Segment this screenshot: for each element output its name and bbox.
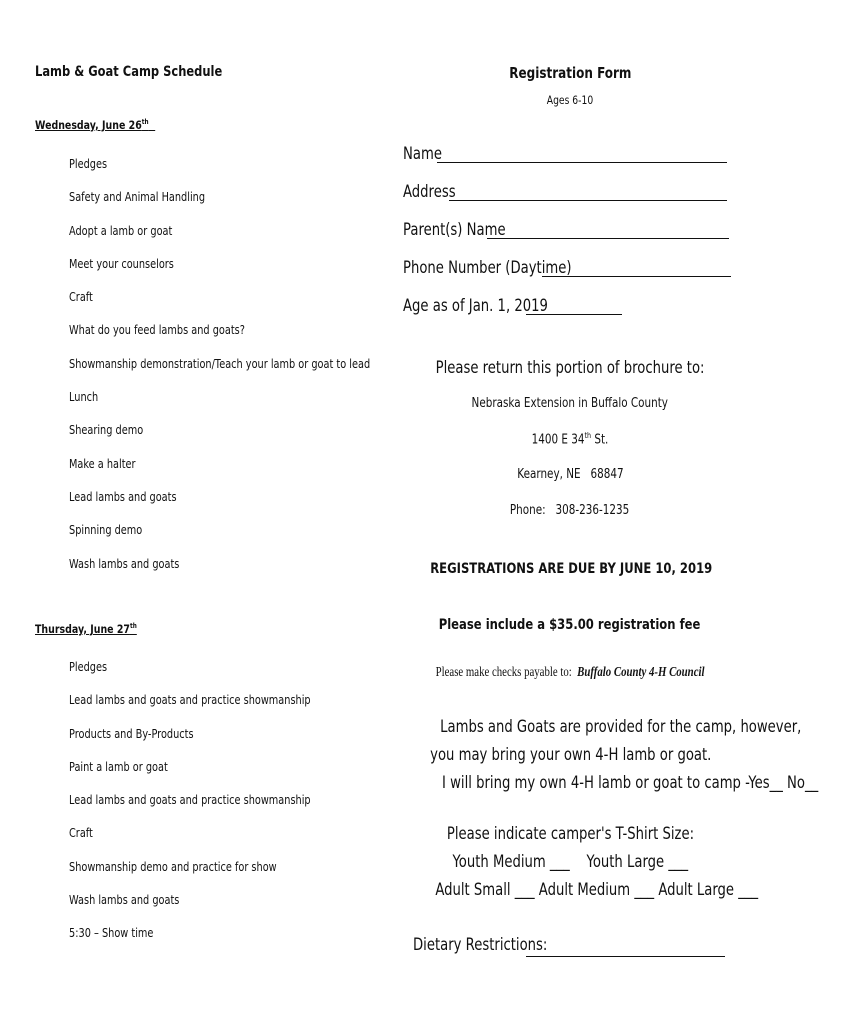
wednesday-schedule-item: What do you feed lambs and goats? [69,322,245,338]
tshirt-heading: Please indicate camper's T-Shirt Size: [446,824,694,843]
phone-label: Phone Number (Daytime) [403,258,572,277]
wednesday-schedule-item: Meet your counselors [69,255,174,271]
ages-subtitle: Ages 6-10 [546,93,594,107]
parent-name-input-line[interactable] [487,238,729,239]
animals-provided-line-2: you may bring your own 4-H lamb or goat. [430,745,712,764]
wednesday-schedule-item: Safety and Animal Handling [69,189,206,205]
return-city: Kearney, NE 68847 [516,467,624,482]
schedule-title: Lamb & Goat Camp Schedule [35,64,223,80]
thursday-schedule-item: Craft [69,825,93,841]
dietary-input-line[interactable] [526,956,725,957]
wednesday-schedule-item: Pledges [69,156,108,171]
wednesday-schedule-item: Make a halter [69,455,136,471]
return-phone: Phone: 308-236-1235 [510,503,630,518]
wednesday-schedule-item: Spinning demo [69,522,143,538]
thursday-schedule-item: Products and By-Products [69,725,194,741]
dietary-label: Dietary Restrictions: [413,935,548,954]
fee-notice: Please include a $35.00 registration fee [439,617,701,633]
wednesday-schedule-item: Wash lambs and goats [69,555,180,571]
wednesday-schedule-item: Craft [69,289,93,305]
return-org: Nebraska Extension in Buffalo County [471,396,669,411]
wednesday-schedule-item: Showmanship demonstration/Teach your lamb or goat to lead [69,355,371,371]
thursday-schedule-item: Showmanship demo and practice for show [69,858,277,874]
animals-provided-line-1: Lambs and Goats are provided for the camp, however, [440,717,802,736]
address-label: Address [403,182,456,201]
thursday-heading: Thursday, June 27th [35,622,137,636]
thursday-schedule-item: Pledges [69,659,108,674]
wednesday-schedule-item: Lead lambs and goats [69,488,177,504]
thursday-schedule-item: Wash lambs and goats [69,892,180,908]
wednesday-schedule-item: Adopt a lamb or goat [69,222,173,238]
age-input-line[interactable] [526,314,622,315]
wednesday-schedule-item: Lunch [69,389,99,405]
schedule-header [35,64,375,80]
thursday-schedule-item: Paint a lamb or goat [69,758,168,774]
tshirt-youth-sizes[interactable]: Youth Medium ___ Youth Large ___ [452,852,688,871]
name-input-line[interactable] [437,162,727,163]
return-heading: Please return this portion of brochure to: [435,358,705,377]
thursday-schedule-item: Lead lambs and goats and practice showmanship [69,792,311,808]
phone-input-line[interactable] [542,276,731,277]
parent-name-label: Parent(s) Name [403,220,506,239]
wednesday-schedule-item: Shearing demo [69,422,144,438]
tshirt-adult-sizes[interactable]: Adult Small ___ Adult Medium ___ Adult Large ___ [435,880,759,899]
wednesday-heading: Wednesday, June 26th [35,118,149,132]
thursday-schedule-list [69,659,379,959]
bring-own-animal-question[interactable]: I will bring my own 4-H lamb or goat to camp -Yes__ No__ [442,773,819,792]
thursday-schedule-item: 5:30 – Show time [69,925,154,941]
checks-payee: Buffalo County 4-H Council [577,664,705,679]
return-street: 1400 E 34th St. [531,431,609,448]
name-label: Name [403,144,442,163]
address-input-line[interactable] [449,200,727,201]
deadline-notice: REGISTRATIONS ARE DUE BY JUNE 10, 2019 [430,561,713,577]
age-label: Age as of Jan. 1, 2019 [403,296,548,315]
checks-payable-line: Please make checks payable to: Buffalo County 4-H Council [435,664,705,679]
thursday-schedule-item: Lead lambs and goats and practice showmanship [69,692,311,708]
registration-form-title: Registration Form [508,64,632,82]
